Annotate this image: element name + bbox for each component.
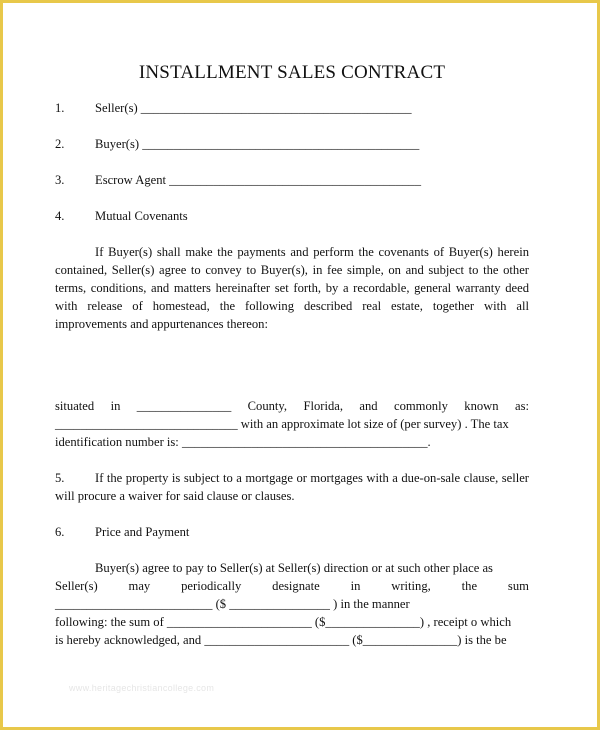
watermark: www.heritagechristiancollege.com [69,683,215,693]
escrow-agent-field: Escrow Agent ________________________________________ [95,173,422,187]
situated-line-2: _____________________________ with an approximate lot size of (per survey) . The tax [55,417,509,431]
buyer-field: Buyer(s) ____________________________________________ [95,137,420,151]
word: designate [272,579,320,593]
word: situated [55,399,95,413]
item-number: 2. [55,137,65,151]
payment-line-1: Buyer(s) agree to pay to Seller(s) at Seller(s) direction or at such other place as [95,561,493,575]
situated-line-3: identification number is: _______________________________________. [55,435,431,449]
payment-line-4: following: the sum of _______________________ ($_______________) , receipt o which [55,615,512,629]
word: sum [507,579,529,593]
payment-line-2 [55,577,529,595]
word: may [128,579,151,593]
covenants-paragraph: If Buyer(s) shall make the payments and perform the covenants of Buyer(s) herein contained, Seller(s) agree to convey to Buyer(s), in fee simple, on and subject to the other terms, conditions, and matters hereinafter set forth, by a recordable, general warranty deed with release of homestead, the following described real estate, together with all improvements and appurtenances thereon: [55,245,529,331]
word: County, [247,399,288,413]
item-escrow-agent [55,171,529,189]
word: periodically [181,579,242,593]
word: as: [514,399,529,413]
word: writing, [391,579,431,593]
item-number: 3. [55,173,65,187]
word: the [461,579,478,593]
item-mutual-covenants [55,207,529,225]
word: commonly [394,399,448,413]
seller-field: Seller(s) ___________________________________________ [95,101,412,115]
situated-line-1 [55,397,529,415]
word: known [464,399,499,413]
document-title: INSTALLMENT SALES CONTRACT [138,62,446,83]
item-number: 6. [55,525,65,539]
blank-space [55,333,529,397]
word: Florida, [303,399,343,413]
contract-page [55,61,529,649]
section-heading: Price and Payment [95,525,190,539]
word: in [350,579,361,593]
payment-line-5: is hereby acknowledged, and _______________________ ($_______________) is the be [55,633,507,647]
section-heading: Mutual Covenants [95,209,188,223]
item-seller [55,99,529,117]
item-number: 1. [55,101,65,115]
word: Seller(s) [55,579,98,593]
item-number: 4. [55,209,65,223]
word: in [110,399,121,413]
item-buyer [55,135,529,153]
payment-line-3: _________________________ ($ ________________ ) in the manner [55,597,410,611]
county-blank: _______________ [136,399,232,413]
item-mortgage [55,469,529,505]
word: and [359,399,378,413]
item-number: 5. [55,471,65,485]
item-price-payment [55,523,529,541]
mortgage-text: If the property is subject to a mortgage or mortgages with a due-on-sale clause, seller will procure a waiver for said clause or clauses. [55,471,529,503]
